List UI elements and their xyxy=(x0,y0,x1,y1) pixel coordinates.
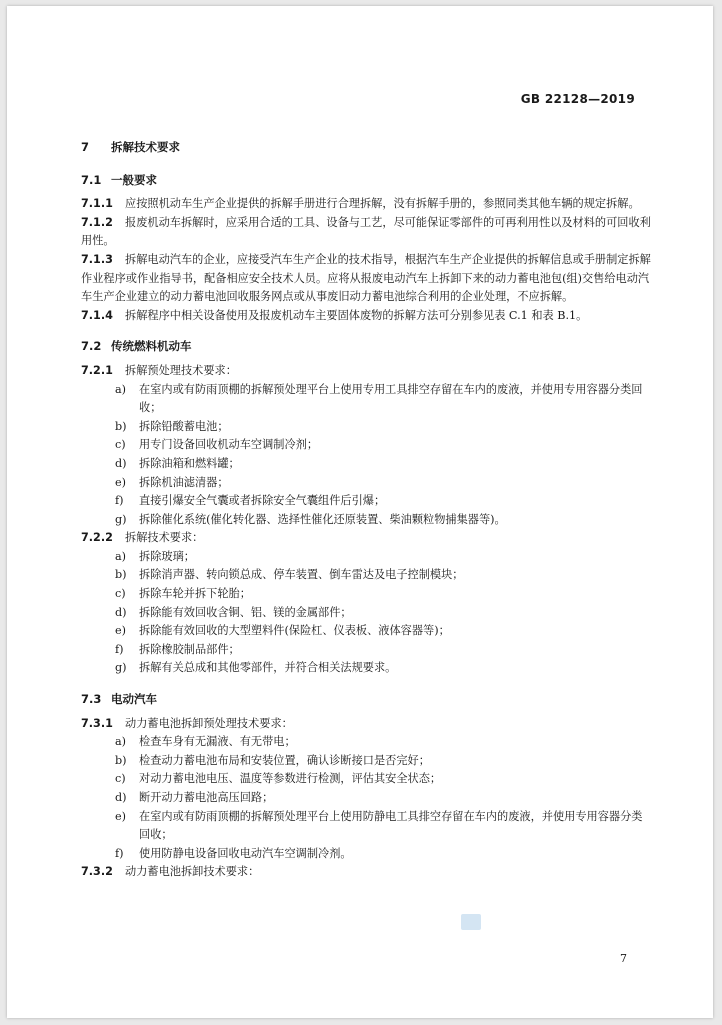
list-text: 拆除能有效回收含铜、铝、镁的金属部件； xyxy=(139,605,352,619)
list-text: 拆除消声器、转向锁总成、停车装置、倒车雷达及电子控制模块； xyxy=(139,568,464,582)
clause-7-3-1-list xyxy=(81,733,653,863)
list-text: 检查动力蓄电池布局和安装位置，确认诊断接口是否完好； xyxy=(139,753,430,767)
clause-7-2-2-list xyxy=(81,548,653,678)
list-text: 拆除能有效回收的大型塑料件(保险杠、仪表板、液体容器等)； xyxy=(139,624,450,638)
list-item xyxy=(81,566,653,585)
section-number: 7.2 xyxy=(81,339,102,354)
clause-number: 7.1.4 xyxy=(81,308,113,322)
list-text: 检查车身有无漏液、有无带电； xyxy=(139,735,296,749)
list-marker: f) xyxy=(115,846,124,860)
list-marker: c) xyxy=(115,438,126,452)
list-item xyxy=(81,752,653,771)
section-title: 拆解技术要求 xyxy=(111,140,180,154)
list-item xyxy=(81,381,653,418)
list-text: 使用防静电设备回收电动汽车空调制冷剂。 xyxy=(139,846,352,860)
section-title: 一般要求 xyxy=(111,172,157,187)
list-marker: d) xyxy=(115,605,127,619)
clause-text: 动力蓄电池拆卸预处理技术要求： xyxy=(125,716,293,730)
list-item xyxy=(81,770,653,789)
clause-7-1-3 xyxy=(81,251,653,307)
list-text: 拆除橡胶制品部件； xyxy=(139,642,240,656)
list-marker: d) xyxy=(115,456,127,470)
list-item xyxy=(81,436,653,455)
clause-7-2-1 xyxy=(81,362,653,381)
clause-text: 动力蓄电池拆卸技术要求： xyxy=(125,865,260,879)
list-text: 直接引爆安全气囊或者拆除安全气囊组件后引爆； xyxy=(139,494,386,508)
list-item xyxy=(81,659,653,678)
list-text: 拆解有关总成和其他零部件，并符合相关法规要求。 xyxy=(139,661,397,675)
list-marker: d) xyxy=(115,791,127,804)
list-item xyxy=(81,622,653,641)
list-marker: b) xyxy=(115,419,127,433)
page-number: 7 xyxy=(620,952,627,965)
list-item xyxy=(81,641,653,660)
list-marker: c) xyxy=(115,772,126,786)
list-marker: e) xyxy=(115,624,126,638)
section-title: 电动汽车 xyxy=(111,692,157,707)
list-text: 断开动力蓄电池高压回路； xyxy=(139,791,274,804)
list-marker: a) xyxy=(115,549,127,563)
section-title: 传统燃料机动车 xyxy=(111,339,192,354)
list-item xyxy=(81,492,653,511)
list-text: 在室内或有防雨顶棚的拆解预处理平台上使用防静电工具排空存留在车内的废液，并使用专用容器分类回收； xyxy=(139,809,643,842)
clause-7-2-1-list xyxy=(81,381,653,530)
list-text: 用专门设备回收机动车空调制冷剂； xyxy=(139,438,319,452)
list-text: 在室内或有防雨顶棚的拆解预处理平台上使用专用工具排空存留在车内的废液，并使用专用容器分类回收； xyxy=(139,382,643,415)
clause-number: 7.1.2 xyxy=(81,215,113,229)
list-marker: e) xyxy=(115,475,126,489)
clause-number: 7.3.2 xyxy=(81,865,113,879)
clause-text: 拆解电动汽车的企业，应接受汽车生产企业的技术指导，根据汽车生产企业提供的拆解信息或手册制定拆解作业程序或作业指导书，配备相应安全技术人员。应将从报废电动汽车上拆卸下来的动力蓄电池包(组)交售给电动汽车生产企业建立的动力蓄电池回收服务网点或从事废旧动力蓄电池综合利用的企业处理，不应拆解。 xyxy=(81,252,651,304)
clause-7-2-2 xyxy=(81,529,653,548)
clause-7-1-4 xyxy=(81,307,653,326)
list-marker: b) xyxy=(115,568,127,582)
list-item xyxy=(81,418,653,437)
list-text: 拆除车轮并拆下轮胎； xyxy=(139,587,251,601)
clause-number: 7.3.1 xyxy=(81,716,113,730)
list-text: 对动力蓄电池电压、温度等参数进行检测，评估其安全状态； xyxy=(139,772,442,786)
list-text: 拆除油箱和燃料罐； xyxy=(139,456,240,470)
clause-number: 7.2.2 xyxy=(81,531,113,545)
list-marker: b) xyxy=(115,753,127,767)
clause-7-3-2 xyxy=(81,863,653,882)
list-item xyxy=(81,455,653,474)
list-text: 拆除玻璃； xyxy=(139,549,195,563)
list-item xyxy=(81,474,653,493)
section-number: 7.3 xyxy=(81,692,102,707)
list-item xyxy=(81,585,653,604)
list-marker: g) xyxy=(115,512,127,526)
list-marker: a) xyxy=(115,735,127,749)
list-marker: e) xyxy=(115,809,126,823)
clause-number: 7.2.1 xyxy=(81,363,113,377)
list-item xyxy=(81,808,653,845)
list-item xyxy=(81,604,653,623)
clause-number: 7.1.3 xyxy=(81,252,113,266)
section-7-heading xyxy=(81,138,653,157)
clause-text: 报废机动车拆解时，应采用合适的工具、设备与工艺，尽可能保证零部件的可再利用性以及材料的可回收利用性。 xyxy=(81,215,651,248)
section-7-3-heading xyxy=(81,690,653,709)
page-content xyxy=(81,138,653,882)
section-7-2-heading xyxy=(81,337,653,356)
list-text: 拆除铅酸蓄电池； xyxy=(139,419,229,433)
list-item xyxy=(81,511,653,530)
clause-number: 7.1.1 xyxy=(81,197,113,211)
standard-id: GB 22128—2019 xyxy=(520,92,635,106)
clause-text: 拆解程序中相关设备使用及报废机动车主要固体废物的拆解方法可分别参见表 C.1 和表 B.1。 xyxy=(125,308,588,322)
list-item xyxy=(81,845,653,864)
list-item xyxy=(81,548,653,567)
clause-7-1-1 xyxy=(81,195,653,214)
list-marker: f) xyxy=(115,494,124,508)
list-text: 拆除机油滤清器； xyxy=(139,475,229,489)
clause-text: 拆解技术要求： xyxy=(125,531,204,545)
list-text: 拆除催化系统(催化转化器、选择性催化还原装置、柴油颗粒物捕集器等)。 xyxy=(139,512,506,526)
document-page xyxy=(7,6,713,1018)
list-marker: f) xyxy=(115,642,124,656)
clause-7-1-2 xyxy=(81,214,653,251)
list-item xyxy=(81,733,653,752)
section-7-1-heading xyxy=(81,171,653,190)
list-marker: g) xyxy=(115,661,127,675)
list-marker: c) xyxy=(115,587,126,601)
clause-text: 应按照机动车生产企业提供的拆解手册进行合理拆解，没有拆解手册的，参照同类其他车辆的规定拆解。 xyxy=(125,197,640,211)
clause-text: 拆解预处理技术要求： xyxy=(125,363,237,377)
list-item xyxy=(81,789,653,808)
clause-7-3-1 xyxy=(81,715,653,734)
section-number: 7.1 xyxy=(81,172,102,187)
list-marker: a) xyxy=(115,382,127,396)
section-number: 7 xyxy=(81,140,90,154)
watermark-logo-icon xyxy=(461,914,481,930)
